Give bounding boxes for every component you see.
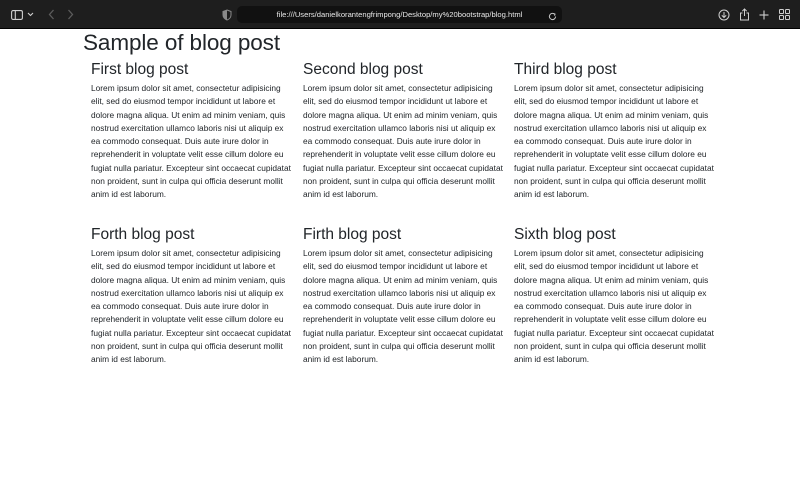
post-title: Sixth blog post	[514, 226, 616, 243]
blog-post	[514, 226, 714, 367]
post-body: Lorem ipsum dolor sit amet, consectetur adipisicing elit, sed do eiusmod tempor incididunt ut labore et dolore magna aliqua. Ut enim ad minim veniam, quis nostrud exercitation ullamco laboris nisi ut aliquip ex ea commodo consequat. Duis aute irure dolor in reprehenderit in voluptate velit esse cillum dolore eu fugiat nulla pariatur. Excepteur sint occaecat cupidatat non proident, sunt in culpa qui officia deserunt mollit anim id est laborum.	[514, 83, 714, 200]
post-title: Firth blog post	[303, 226, 402, 243]
share-icon[interactable]	[735, 6, 753, 23]
blog-post	[91, 226, 291, 367]
post-title: Second blog post	[303, 61, 423, 78]
post-body: Lorem ipsum dolor sit amet, consectetur adipisicing elit, sed do eiusmod tempor incididunt ut labore et dolore magna aliqua. Ut enim ad minim veniam, quis nostrud exercitation ullamco laboris nisi ut aliquip ex ea commodo consequat. Duis aute irure dolor in reprehenderit in voluptate velit esse cillum dolore eu fugiat nulla pariatur. Excepteur sint occaecat cupidatat non proident, sunt in culpa qui officia deserunt mollit anim id est laborum.	[91, 83, 291, 200]
post-title: First blog post	[91, 61, 189, 78]
back-icon[interactable]	[42, 6, 60, 23]
download-icon[interactable]	[715, 6, 733, 23]
post-body: Lorem ipsum dolor sit amet, consectetur adipisicing elit, sed do eiusmod tempor incididunt ut labore et dolore magna aliqua. Ut enim ad minim veniam, quis nostrud exercitation ullamco laboris nisi ut aliquip ex ea commodo consequat. Duis aute irure dolor in reprehenderit in voluptate velit esse cillum dolore eu fugiat nulla pariatur. Excepteur sint occaecat cupidatat non proident, sunt in culpa qui officia deserunt mollit anim id est laborum.	[514, 248, 714, 365]
new-tab-icon[interactable]	[755, 6, 773, 23]
post-body: Lorem ipsum dolor sit amet, consectetur adipisicing elit, sed do eiusmod tempor incididunt ut labore et dolore magna aliqua. Ut enim ad minim veniam, quis nostrud exercitation ullamco laboris nisi ut aliquip ex ea commodo consequat. Duis aute irure dolor in reprehenderit in voluptate velit esse cillum dolore eu fugiat nulla pariatur. Excepteur sint occaecat cupidatat non proident, sunt in culpa qui officia deserunt mollit anim id est laborum.	[303, 83, 503, 200]
post-body: Lorem ipsum dolor sit amet, consectetur adipisicing elit, sed do eiusmod tempor incididunt ut labore et dolore magna aliqua. Ut enim ad minim veniam, quis nostrud exercitation ullamco laboris nisi ut aliquip ex ea commodo consequat. Duis aute irure dolor in reprehenderit in voluptate velit esse cillum dolore eu fugiat nulla pariatur. Excepteur sint occaecat cupidatat non proident, sunt in culpa qui officia deserunt mollit anim id est laborum.	[303, 248, 503, 365]
browser-toolbar	[0, 0, 800, 29]
blog-post	[91, 61, 291, 202]
post-body: Lorem ipsum dolor sit amet, consectetur adipisicing elit, sed do eiusmod tempor incididunt ut labore et dolore magna aliqua. Ut enim ad minim veniam, quis nostrud exercitation ullamco laboris nisi ut aliquip ex ea commodo consequat. Duis aute irure dolor in reprehenderit in voluptate velit esse cillum dolore eu fugiat nulla pariatur. Excepteur sint occaecat cupidatat non proident, sunt in culpa qui officia deserunt mollit anim id est laborum.	[91, 248, 291, 365]
blog-post	[303, 226, 503, 367]
post-title: Forth blog post	[91, 226, 195, 243]
reload-icon[interactable]	[548, 10, 557, 19]
chevron-down-icon[interactable]	[24, 6, 36, 23]
url-text[interactable]: file:///Users/danielkorantengfrimpong/Desktop/my%20bootstrap/blog.html	[276, 10, 523, 19]
blog-post	[514, 61, 714, 202]
address-bar[interactable]	[237, 6, 562, 23]
post-title: Third blog post	[514, 61, 617, 78]
page-title: Sample of blog post	[83, 30, 280, 55]
forward-icon[interactable]	[61, 6, 79, 23]
blog-post	[303, 61, 503, 202]
shield-icon	[222, 8, 232, 20]
tab-overview-icon[interactable]	[775, 6, 793, 23]
